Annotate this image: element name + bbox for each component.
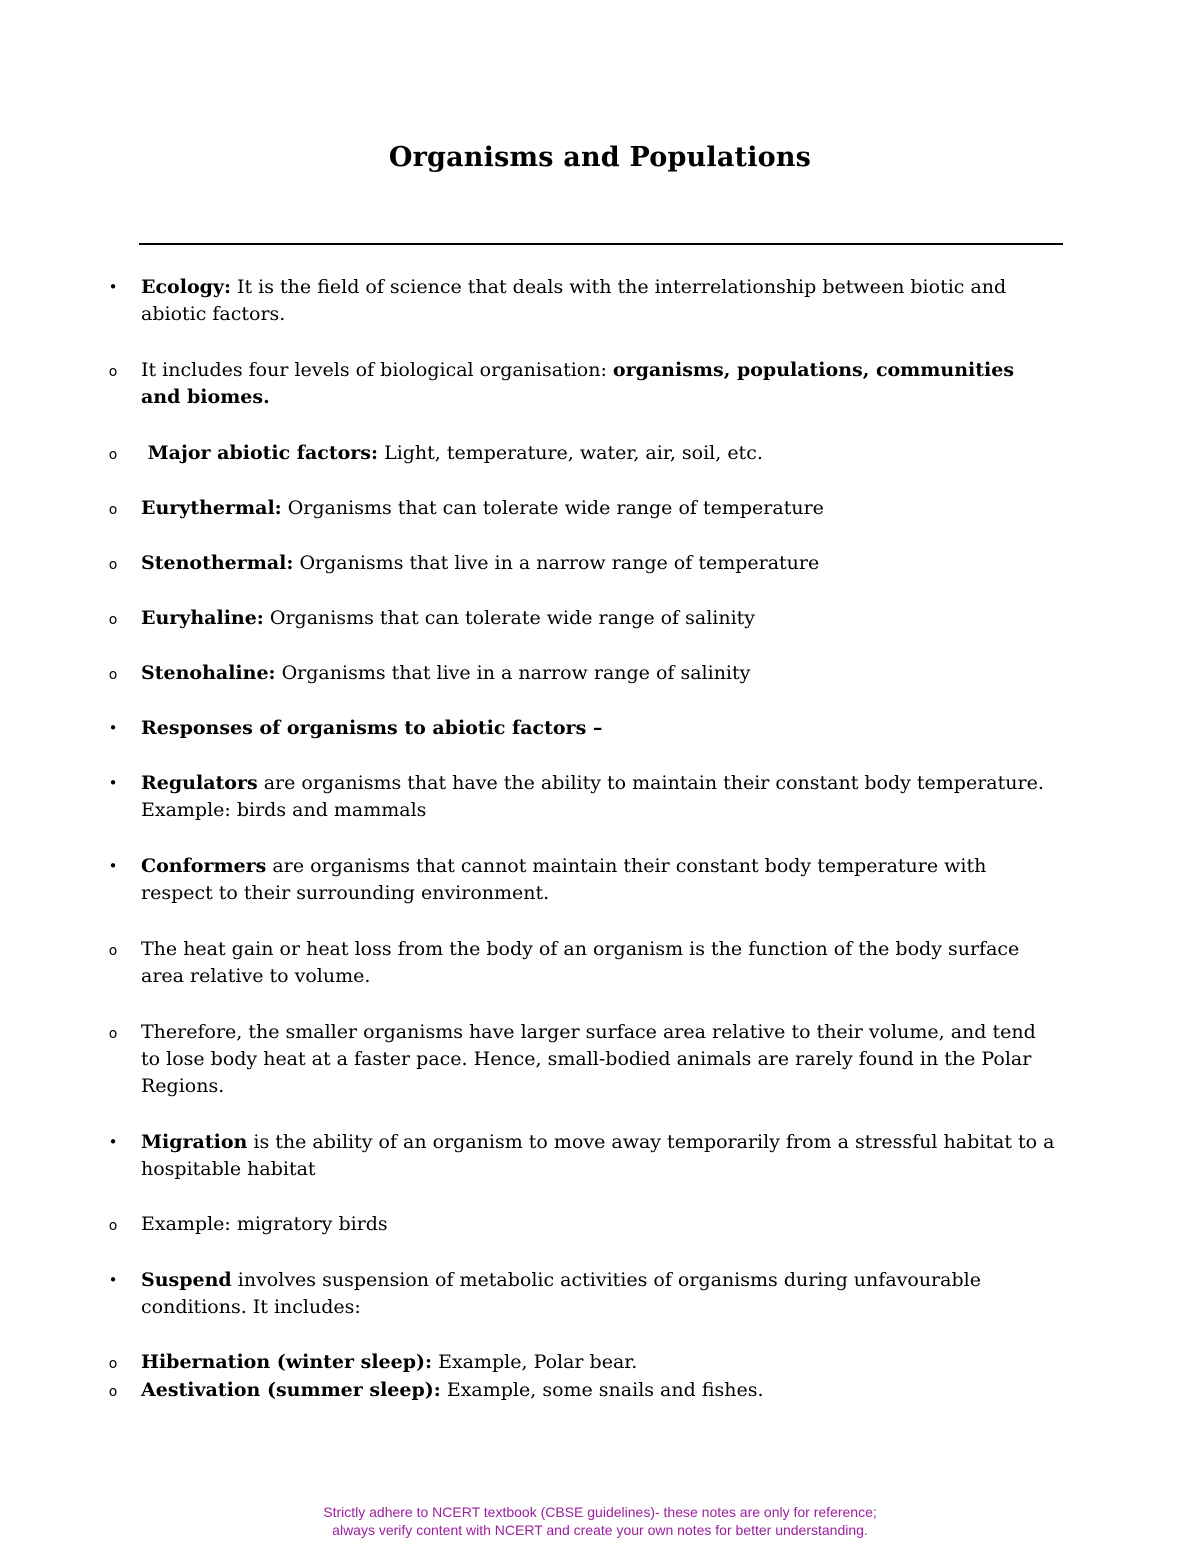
circle-marker: o xyxy=(108,447,118,463)
bullet-marker: • xyxy=(108,1271,118,1289)
item-text: Example: migratory birds xyxy=(141,1213,388,1235)
term: Hibernation (winter sleep): xyxy=(141,1351,433,1373)
item-text: involves suspension of metabolic activities of organisms during unfavourable conditions. It includes: xyxy=(141,1269,981,1318)
circle-marker: o xyxy=(108,612,118,628)
list-item xyxy=(108,853,1056,907)
item-text: Example, some snails and fishes. xyxy=(440,1379,764,1401)
list-item xyxy=(108,1349,1056,1376)
term: Euryhaline: xyxy=(141,607,264,629)
bullet-marker: • xyxy=(108,1133,118,1151)
title-divider xyxy=(139,243,1063,245)
list-item xyxy=(108,936,1056,990)
item-text: are organisms that cannot maintain their constant body temperature with respect to their surrounding environment. xyxy=(141,855,987,904)
list-item xyxy=(108,1129,1056,1183)
circle-marker: o xyxy=(108,502,118,518)
circle-marker: o xyxy=(108,1356,118,1372)
list-item xyxy=(108,660,1056,687)
item-text: Light, temperature, water, air, soil, etc. xyxy=(378,442,763,464)
list-item xyxy=(108,274,1056,328)
term: Aestivation (summer sleep): xyxy=(141,1379,441,1401)
list-item xyxy=(108,1019,1056,1100)
item-text: It is the field of science that deals with the interrelationship between biotic and abiotic factors. xyxy=(141,276,1007,325)
term: Regulators xyxy=(141,772,258,794)
list-item xyxy=(108,495,1056,522)
item-text: Organisms that live in a narrow range of temperature xyxy=(293,552,820,574)
list-item xyxy=(108,770,1056,824)
list-item xyxy=(108,605,1056,632)
term: Conformers xyxy=(141,855,267,877)
bullet-marker: • xyxy=(108,278,118,296)
term: Migration xyxy=(141,1131,248,1153)
list-item xyxy=(108,357,1056,411)
circle-marker: o xyxy=(108,557,118,573)
item-text: is the ability of an organism to move away temporarily from a stressful habitat to a hospitable habitat xyxy=(141,1131,1055,1180)
list-item xyxy=(108,440,1056,467)
circle-marker: o xyxy=(108,1218,118,1234)
circle-marker: o xyxy=(108,667,118,683)
term: Stenohaline: xyxy=(141,662,276,684)
footer-line: Strictly adhere to NCERT textbook (CBSE guidelines)- these notes are only for reference; xyxy=(323,1504,877,1520)
item-text: It includes four levels of biological organisation: xyxy=(141,359,613,381)
item-text: Example, Polar bear. xyxy=(432,1351,638,1373)
circle-marker: o xyxy=(108,1026,118,1042)
term: organisms, populations, communities and biomes. xyxy=(141,359,1015,408)
bullet-marker: • xyxy=(108,857,118,875)
list-item xyxy=(108,1267,1056,1321)
item-text: The heat gain or heat loss from the body of an organism is the function of the body surface area relative to volume. xyxy=(141,938,1020,987)
circle-marker: o xyxy=(108,1384,118,1400)
circle-marker: o xyxy=(108,943,118,959)
bullet-marker: • xyxy=(108,719,118,737)
circle-marker: o xyxy=(108,364,118,380)
item-text: are organisms that have the ability to maintain their constant body temperature. Example: birds and mammals xyxy=(141,772,1044,821)
item-text: Organisms that live in a narrow range of salinity xyxy=(275,662,751,684)
list-item xyxy=(108,715,1056,742)
term: Responses of organisms to abiotic factors – xyxy=(141,717,603,739)
term: Major abiotic factors: xyxy=(141,442,379,464)
list-item xyxy=(108,550,1056,577)
bullet-marker: • xyxy=(108,774,118,792)
term: Eurythermal: xyxy=(141,497,282,519)
page-title: Organisms and Populations xyxy=(388,142,812,173)
list-item xyxy=(108,1211,1056,1238)
term: Ecology: xyxy=(141,276,231,298)
item-text: Organisms that can tolerate wide range of salinity xyxy=(263,607,756,629)
term: Suspend xyxy=(141,1269,232,1291)
list-item xyxy=(108,1377,1056,1404)
footer-disclaimer xyxy=(0,1503,1200,1539)
item-text: Therefore, the smaller organisms have larger surface area relative to their volume, and tend to lose body heat at a faster pace. Hence, small-bodied animals are rarely found in the Polar Regions. xyxy=(141,1021,1036,1097)
item-text: Organisms that can tolerate wide range of temperature xyxy=(281,497,824,519)
footer-line: always verify content with NCERT and create your own notes for better understanding. xyxy=(332,1522,868,1538)
term: Stenothermal: xyxy=(141,552,294,574)
